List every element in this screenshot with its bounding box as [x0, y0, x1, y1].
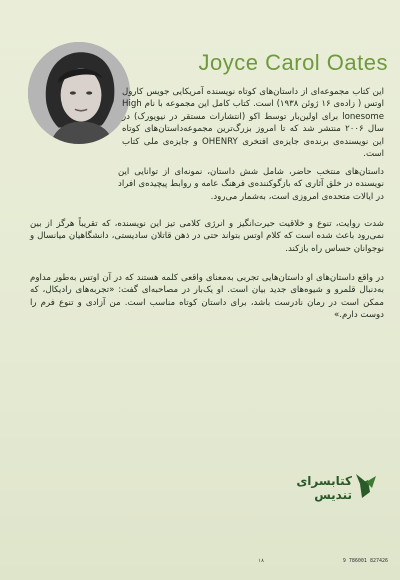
- edition-number: ۱۸: [258, 558, 265, 564]
- publisher-name-line-2: تندیس: [314, 488, 352, 502]
- isbn-digit-group: 786001: [348, 558, 367, 564]
- author-portrait: [28, 42, 130, 144]
- isbn-strip: [258, 546, 388, 564]
- paragraph-text: داستان‌های منتخب حاضر، شامل شش داستان، نمونه‌ای از توانایی این نویسنده در خلق آثاری که بازگوکننده‌ی فرهنگ عامه و روابط پیچیده‌ی افراد در ایالات متحده‌ی امروزی است، به‌شمار می‌رود.: [118, 167, 384, 202]
- author-name: Joyce Carol Oates: [198, 50, 388, 75]
- isbn-digit-group: 9: [342, 558, 346, 564]
- isbn-digits: [343, 558, 388, 564]
- description-paragraph-1: [122, 86, 384, 161]
- isbn-digit-group: 827426: [369, 558, 388, 564]
- paragraph-text: این کتاب مجموعه‌ای از داستان‌های کوتاه نویسنده آمریکایی جویس کارول اوتس ( زاده‌ی ۱۶ ژوئن ۱۹۳۸) است. کتاب کامل این مجموعه با نام High lonesome برای اولین‌بار توسط اکو (انتشارات مستقر در نیویورک) در سال ۲۰۰۶ منتشر شد که تا امروز بزرگ‌ترین مجموعه‌داستان‌های کوتاه این نویسنده‌ی برنده‌ی جایزه‌ی افتخری OHENRY و جایزه‌ی ملی کتاب است.: [122, 87, 385, 160]
- publisher-logo: [282, 470, 378, 510]
- description-paragraph-4: [30, 272, 384, 323]
- publisher-emblem-icon: [352, 472, 378, 502]
- description-paragraph-2: [118, 166, 384, 204]
- description-paragraph-3: [30, 218, 384, 256]
- portrait-image: [28, 42, 130, 144]
- publisher-name: [282, 474, 352, 502]
- paragraph-text: در واقع داستان‌های او داستان‌هایی تجربی به‌معنای واقعی کلمه هستند که در آن اوتس به‌طور مداوم به‌دنبال قلمرو و شیوه‌های جدید بیان است. او یک‌بار در مصاحبه‌ای گفت: «تجربه‌های رادیکال، که ممکن است در رمان نادرست باشد، برای داستان کوتاه مناسب است. من آزادی و تنوع فرم را دوست دارم.»: [30, 273, 384, 321]
- paragraph-text: شدت روایت، تنوع و خلاقیت حیرت‌انگیز و انرژی کلامی تیز این نویسنده، که تقریباً هرگز از بین نمی‌رود باعث شده است که کلام اوتس بتواند حتی در ذهن قاتلان سادیستی، دانشگاهیان میانسال و نوجوانان حساس راه بازکند.: [30, 219, 384, 254]
- publisher-name-line-1: کتابسرای: [296, 474, 352, 488]
